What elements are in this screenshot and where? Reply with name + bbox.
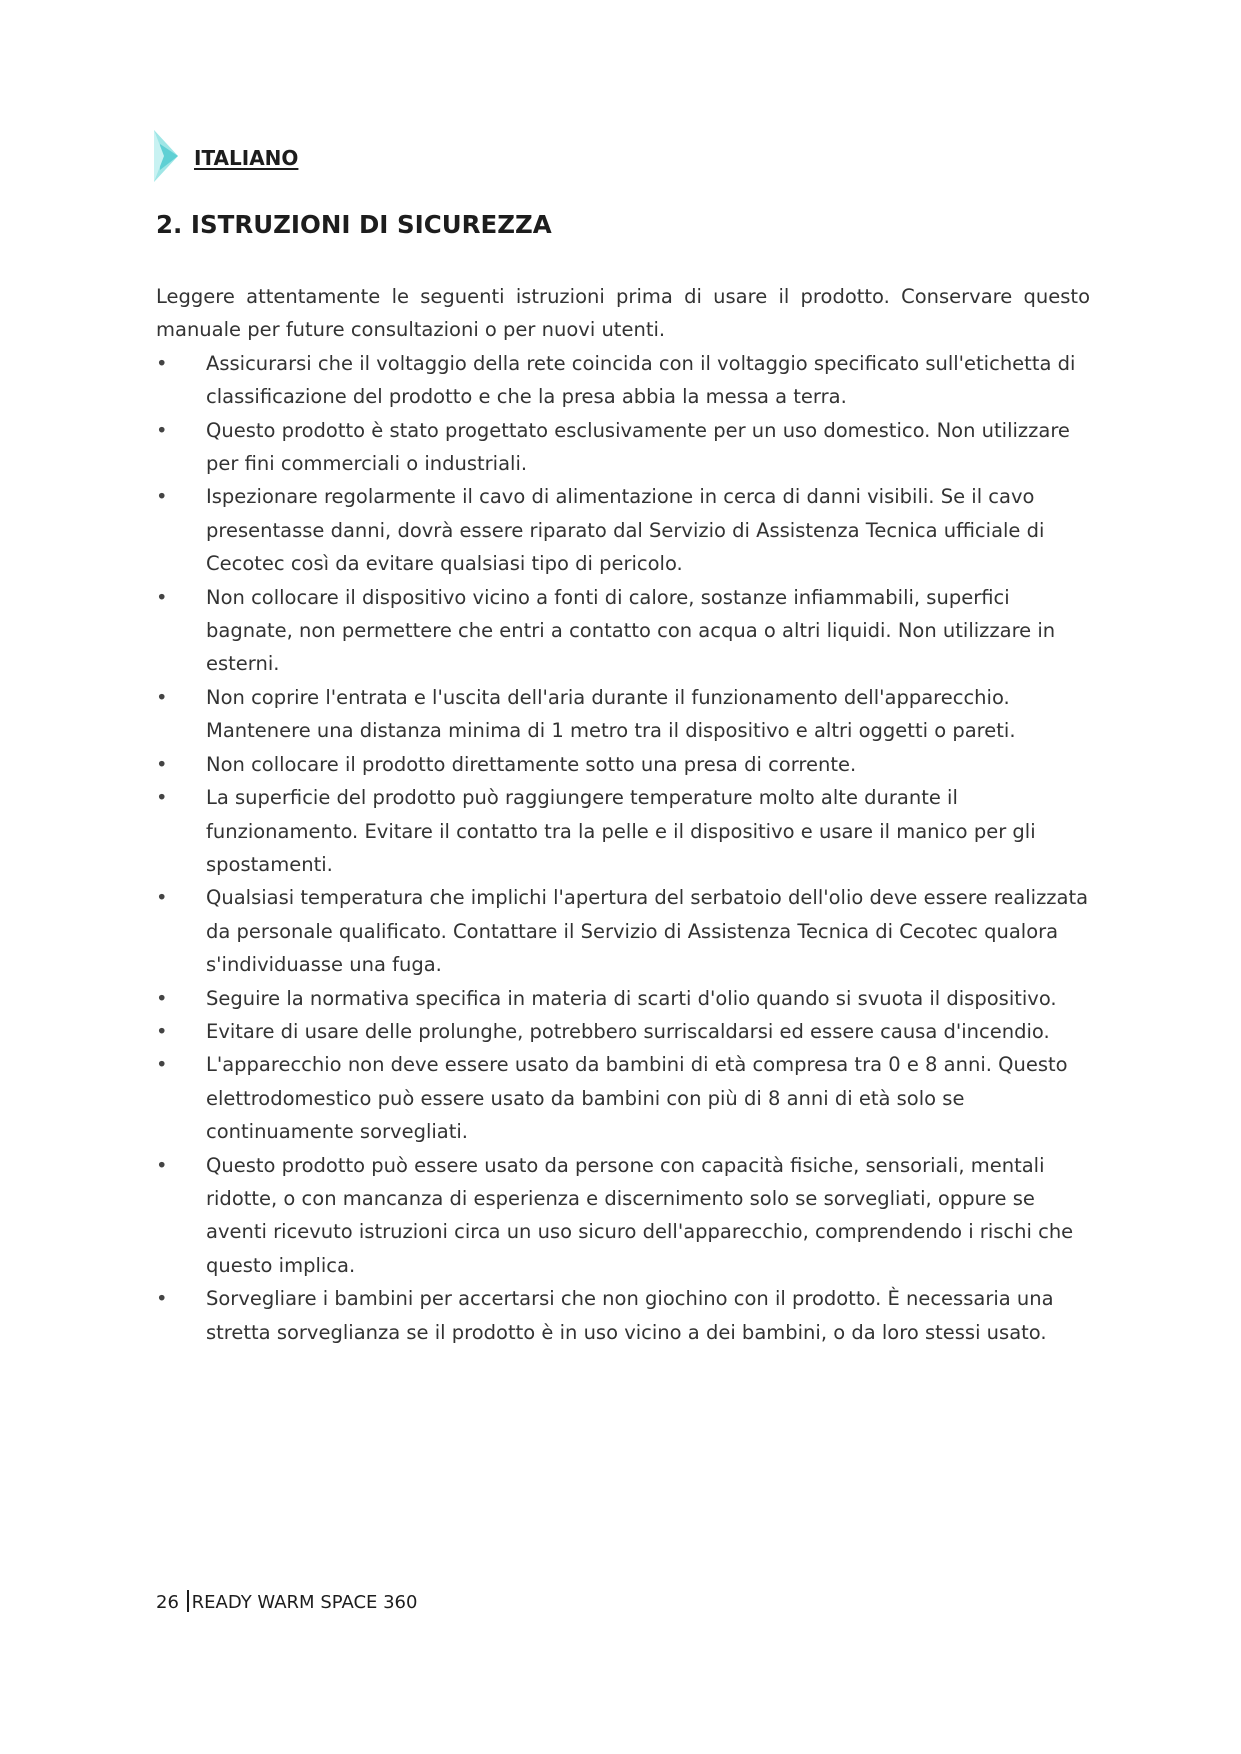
list-item-text: Seguire la normativa specifica in materia di scarti d'olio quando si svuota il dispositivo. [206, 986, 1057, 1010]
list-item [156, 982, 1090, 1015]
section-title: 2. ISTRUZIONI DI SICUREZZA [156, 210, 552, 239]
product-name: READY WARM SPACE 360 [191, 1592, 418, 1613]
list-item [156, 414, 1090, 481]
bullet-icon: • [156, 485, 168, 509]
list-item-text: Evitare di usare delle prolunghe, potrebbero surriscaldarsi ed essere causa d'incendio. [206, 1019, 1050, 1043]
list-item-text: Sorvegliare i bambini per accertarsi che non giochino con il prodotto. È necessaria una stretta sorveglianza se il prodotto è in uso vicino a dei bambini, o da loro stessi usato. [206, 1287, 1054, 1344]
bullet-icon: • [156, 1153, 168, 1177]
list-item [156, 748, 1090, 781]
language-label: ITALIANO [194, 146, 299, 170]
bullet-icon: • [156, 585, 168, 609]
intro-paragraph: Leggere attentamente le seguenti istruzioni prima di usare il prodotto. Conservare questo manuale per future consultazioni o per nuovi utenti. [156, 285, 1090, 342]
list-item [156, 781, 1090, 881]
safety-instructions [156, 280, 1090, 1349]
list-item-text: Questo prodotto può essere usato da persone con capacità fisiche, sensoriali, mentali ridotte, o con mancanza di esperienza e discernimento solo se sorvegliati, oppure se aventi ricevuto istruzioni circa un uso sicuro dell'apparecchio, comprendendo i rischi che questo implica. [206, 1153, 1074, 1277]
list-item [156, 1282, 1090, 1349]
bullet-icon: • [156, 685, 168, 709]
instruction-list [156, 347, 1090, 1349]
bullet-icon: • [156, 886, 168, 910]
chevron-marker-icon [154, 130, 178, 182]
bullet-icon: • [156, 1019, 168, 1043]
list-item [156, 480, 1090, 580]
list-item-text: Qualsiasi temperatura che implichi l'apertura del serbatoio dell'olio deve essere realizzata da personale qualificato. Contattare il Servizio di Assistenza Tecnica di Cecotec qualora s'individuasse una fuga. [206, 886, 1089, 977]
bullet-icon: • [156, 1053, 168, 1077]
list-item-text: Non collocare il dispositivo vicino a fonti di calore, sostanze infiammabili, superfici bagnate, non permettere che entri a contatto con acqua o altri liquidi. Non utilizzare in esterni. [206, 585, 1056, 676]
list-item [156, 1015, 1090, 1048]
list-item-text: L'apparecchio non deve essere usato da bambini di età compresa tra 0 e 8 anni. Questo elettrodomestico può essere usato da bambini con più di 8 anni di età solo se continuamente sorvegliati. [206, 1053, 1068, 1144]
page-footer [156, 1590, 417, 1613]
bullet-icon: • [156, 1287, 168, 1311]
list-item [156, 581, 1090, 681]
list-item [156, 1149, 1090, 1283]
list-item [156, 681, 1090, 748]
bullet-icon: • [156, 752, 168, 776]
list-item-text: Questo prodotto è stato progettato esclusivamente per un uso domestico. Non utilizzare per fini commerciali o industriali. [206, 418, 1070, 476]
bullet-icon: • [156, 351, 168, 375]
list-item-text: Non coprire l'entrata e l'uscita dell'aria durante il funzionamento dell'apparecchio. Mantenere una distanza minima di 1 metro tra il dispositivo e altri oggetti o pareti. [206, 685, 1016, 743]
bullet-icon: • [156, 418, 168, 442]
footer-separator [187, 1590, 189, 1612]
list-item-text: Non collocare il prodotto direttamente sotto una presa di corrente. [206, 752, 857, 776]
list-item-text: Assicurarsi che il voltaggio della rete coincida con il voltaggio specificato sull'etichetta di classificazione del prodotto e che la presa abbia la messa a terra. [206, 351, 1076, 409]
list-item [156, 1048, 1090, 1148]
list-item-text: La superficie del prodotto può raggiungere temperature molto alte durante il funzionamento. Evitare il contatto tra la pelle e il dispositivo e usare il manico per gli spostamenti. [206, 786, 1036, 876]
list-item [156, 881, 1090, 981]
list-item [156, 347, 1090, 414]
page-number: 26 [156, 1592, 179, 1613]
bullet-icon: • [156, 786, 168, 810]
bullet-icon: • [156, 986, 168, 1010]
list-item-text: Ispezionare regolarmente il cavo di alimentazione in cerca di danni visibili. Se il cavo presentasse danni, dovrà essere riparato dal Servizio di Assistenza Tecnica ufficiale di Cecotec così da evitare qualsiasi tipo di pericolo. [206, 485, 1045, 576]
